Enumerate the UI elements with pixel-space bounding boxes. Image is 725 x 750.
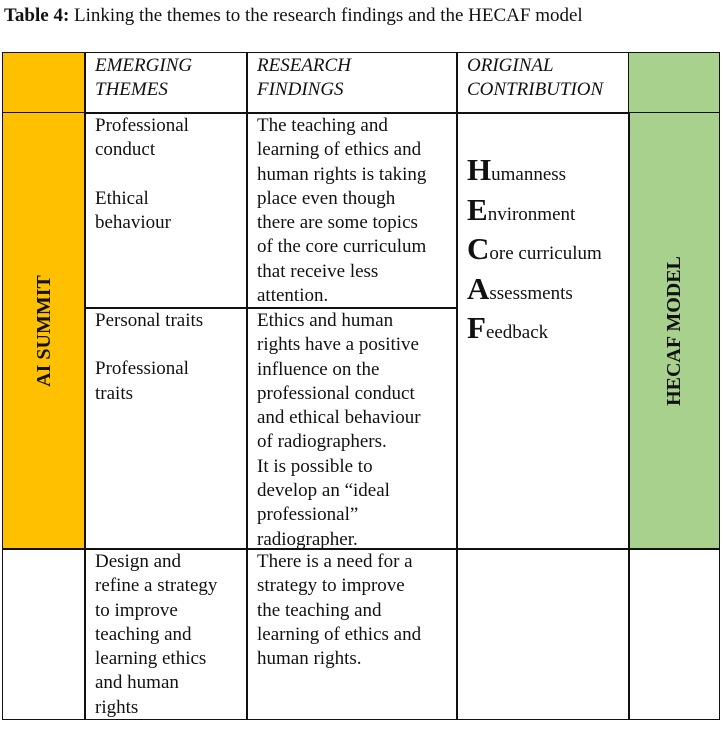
row3-right-empty: [628, 548, 720, 720]
hecaf-item: Assessments: [467, 270, 573, 306]
row1-findings: The teaching and learning of ethics and human rights is taking place even though there are some topics of the core curriculum that receive less attention.: [246, 112, 458, 309]
theme-item: Professional traits: [95, 358, 189, 404]
hecaf-item: Humanness: [467, 152, 567, 187]
theme-item: Ethical behaviour: [95, 187, 171, 233]
row2-findings: Ethics and human rights have a positive influence on the professional conduct and ethical behaviour of radiographers. It is possible to develop an “ideal professional” radiographer.: [246, 307, 458, 550]
row2-themes: [84, 307, 248, 550]
hecaf-model-label: HECAF MODEL: [662, 256, 685, 406]
ai-summit-band: [2, 112, 86, 550]
hecaf-item: Environment: [467, 191, 576, 227]
caption-text: Linking the themes to the research findings and the HECAF model: [69, 5, 583, 26]
header-emerging-themes: EMERGING THEMES: [84, 52, 248, 114]
row3-themes: Design and refine a strategy to improve teaching and learning ethics and human rights: [84, 548, 248, 720]
row3-findings: There is a need for a strategy to improve the teaching and learning of ethics and human rights.: [246, 548, 458, 720]
header-research-findings: RESEARCH FINDINGS: [246, 52, 458, 114]
header-right-band: [628, 52, 720, 114]
header-original-contribution: ORIGINAL CONTRIBUTION: [456, 52, 630, 114]
caption-label: Table 4:: [4, 5, 70, 26]
header-left-band: [2, 52, 86, 114]
hecaf-item: Feedback: [467, 310, 549, 345]
hecaf-contribution: [456, 112, 630, 550]
theme-item: Personal traits: [95, 310, 204, 331]
hecaf-item: Core curriculum: [467, 231, 602, 266]
row3-contribution-empty: [456, 548, 630, 720]
row3-left-empty: [2, 548, 86, 720]
row1-themes: [84, 112, 248, 309]
ai-summit-label: AI SUMMIT: [32, 275, 55, 387]
table-caption: [4, 5, 583, 27]
hecaf-model-band: [628, 112, 720, 550]
theme-item: Professional conduct: [95, 115, 189, 161]
